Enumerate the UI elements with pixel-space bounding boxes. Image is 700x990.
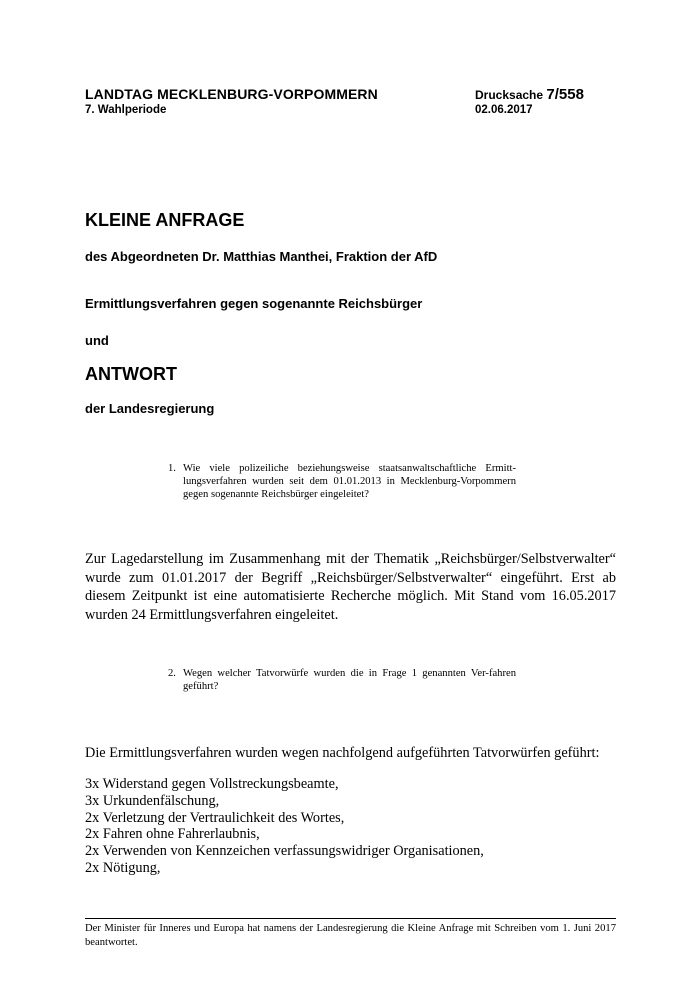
answer-by-line: der Landesregierung [85, 401, 215, 416]
answer-heading: ANTWORT [85, 364, 177, 384]
footnote-divider [85, 918, 616, 919]
list-item: 3x Widerstand gegen Vollstreckungsbeamte, [85, 776, 339, 792]
author-line: des Abgeordneten Dr. Matthias Manthei, Fraktion der AfD [85, 249, 438, 264]
document-number [475, 86, 584, 103]
document-date: 02.06.2017 [475, 104, 533, 116]
offence-list [85, 776, 484, 877]
list-item: 2x Verwenden von Kennzeichen verfassungswidriger Organisationen, [85, 843, 484, 860]
question-1-number: 1. [168, 463, 176, 474]
answer-1-paragraph: Zur Lagedarstellung im Zusammenhang mit der Thematik „Reichsbürger/Selbstverwalter“ wurde zum 01.01.2017 der Begriff „Reichsbürger/Selbstverwalter“ eingeführt. Erst ab diesem Zeitpunkt ist eine automatisierte Recherche möglich. Mit Stand vom 16.05.2017 wurden 24 Ermittlungsverfahren eingeleitet. [85, 551, 616, 623]
parliament-name: LANDTAG MECKLENBURG-VORPOMMERN [85, 86, 378, 102]
list-item: 3x Urkundenfälschung, [85, 792, 220, 809]
document-number-value: 7/558 [546, 86, 584, 103]
connector-word: und [85, 333, 109, 348]
list-item: 2x Nötigung, [85, 859, 161, 876]
answer-2-intro: Die Ermittlungsverfahren wurden wegen nachfolgend aufgeführten Tatvorwürfen geführt: [85, 745, 600, 761]
legislative-period: 7. Wahlperiode [85, 104, 167, 116]
list-item: 2x Fahren ohne Fahrerlaubnis, [85, 826, 260, 843]
list-item: 2x Verletzung der Vertraulichkeit des Wortes, [85, 809, 345, 826]
question-2-number: 2. [168, 668, 176, 679]
question-2 [168, 667, 516, 693]
subject-line: Ermittlungsverfahren gegen sogenannte Reichsbürger [85, 296, 423, 311]
document-number-label: Drucksache [475, 88, 547, 102]
footnote: Der Minister für Inneres und Europa hat namens der Landesregierung die Kleine Anfrage mit Schreiben vom 1. Juni 2017 beantwortet. [85, 923, 616, 948]
document-type-heading: KLEINE ANFRAGE [85, 210, 245, 230]
question-1 [168, 462, 516, 501]
question-1-text: Wie viele polizeiliche beziehungsweise staatsanwaltschaftliche Ermitt-lungsverfahren wurden seit dem 01.01.2013 in Mecklenburg-Vorpommern gegen sogenannte Reichsbürger eingeleitet? [183, 463, 516, 500]
question-2-text: Wegen welcher Tatvorwürfe wurden die in Frage 1 genannten Ver-fahren geführt? [183, 668, 516, 692]
